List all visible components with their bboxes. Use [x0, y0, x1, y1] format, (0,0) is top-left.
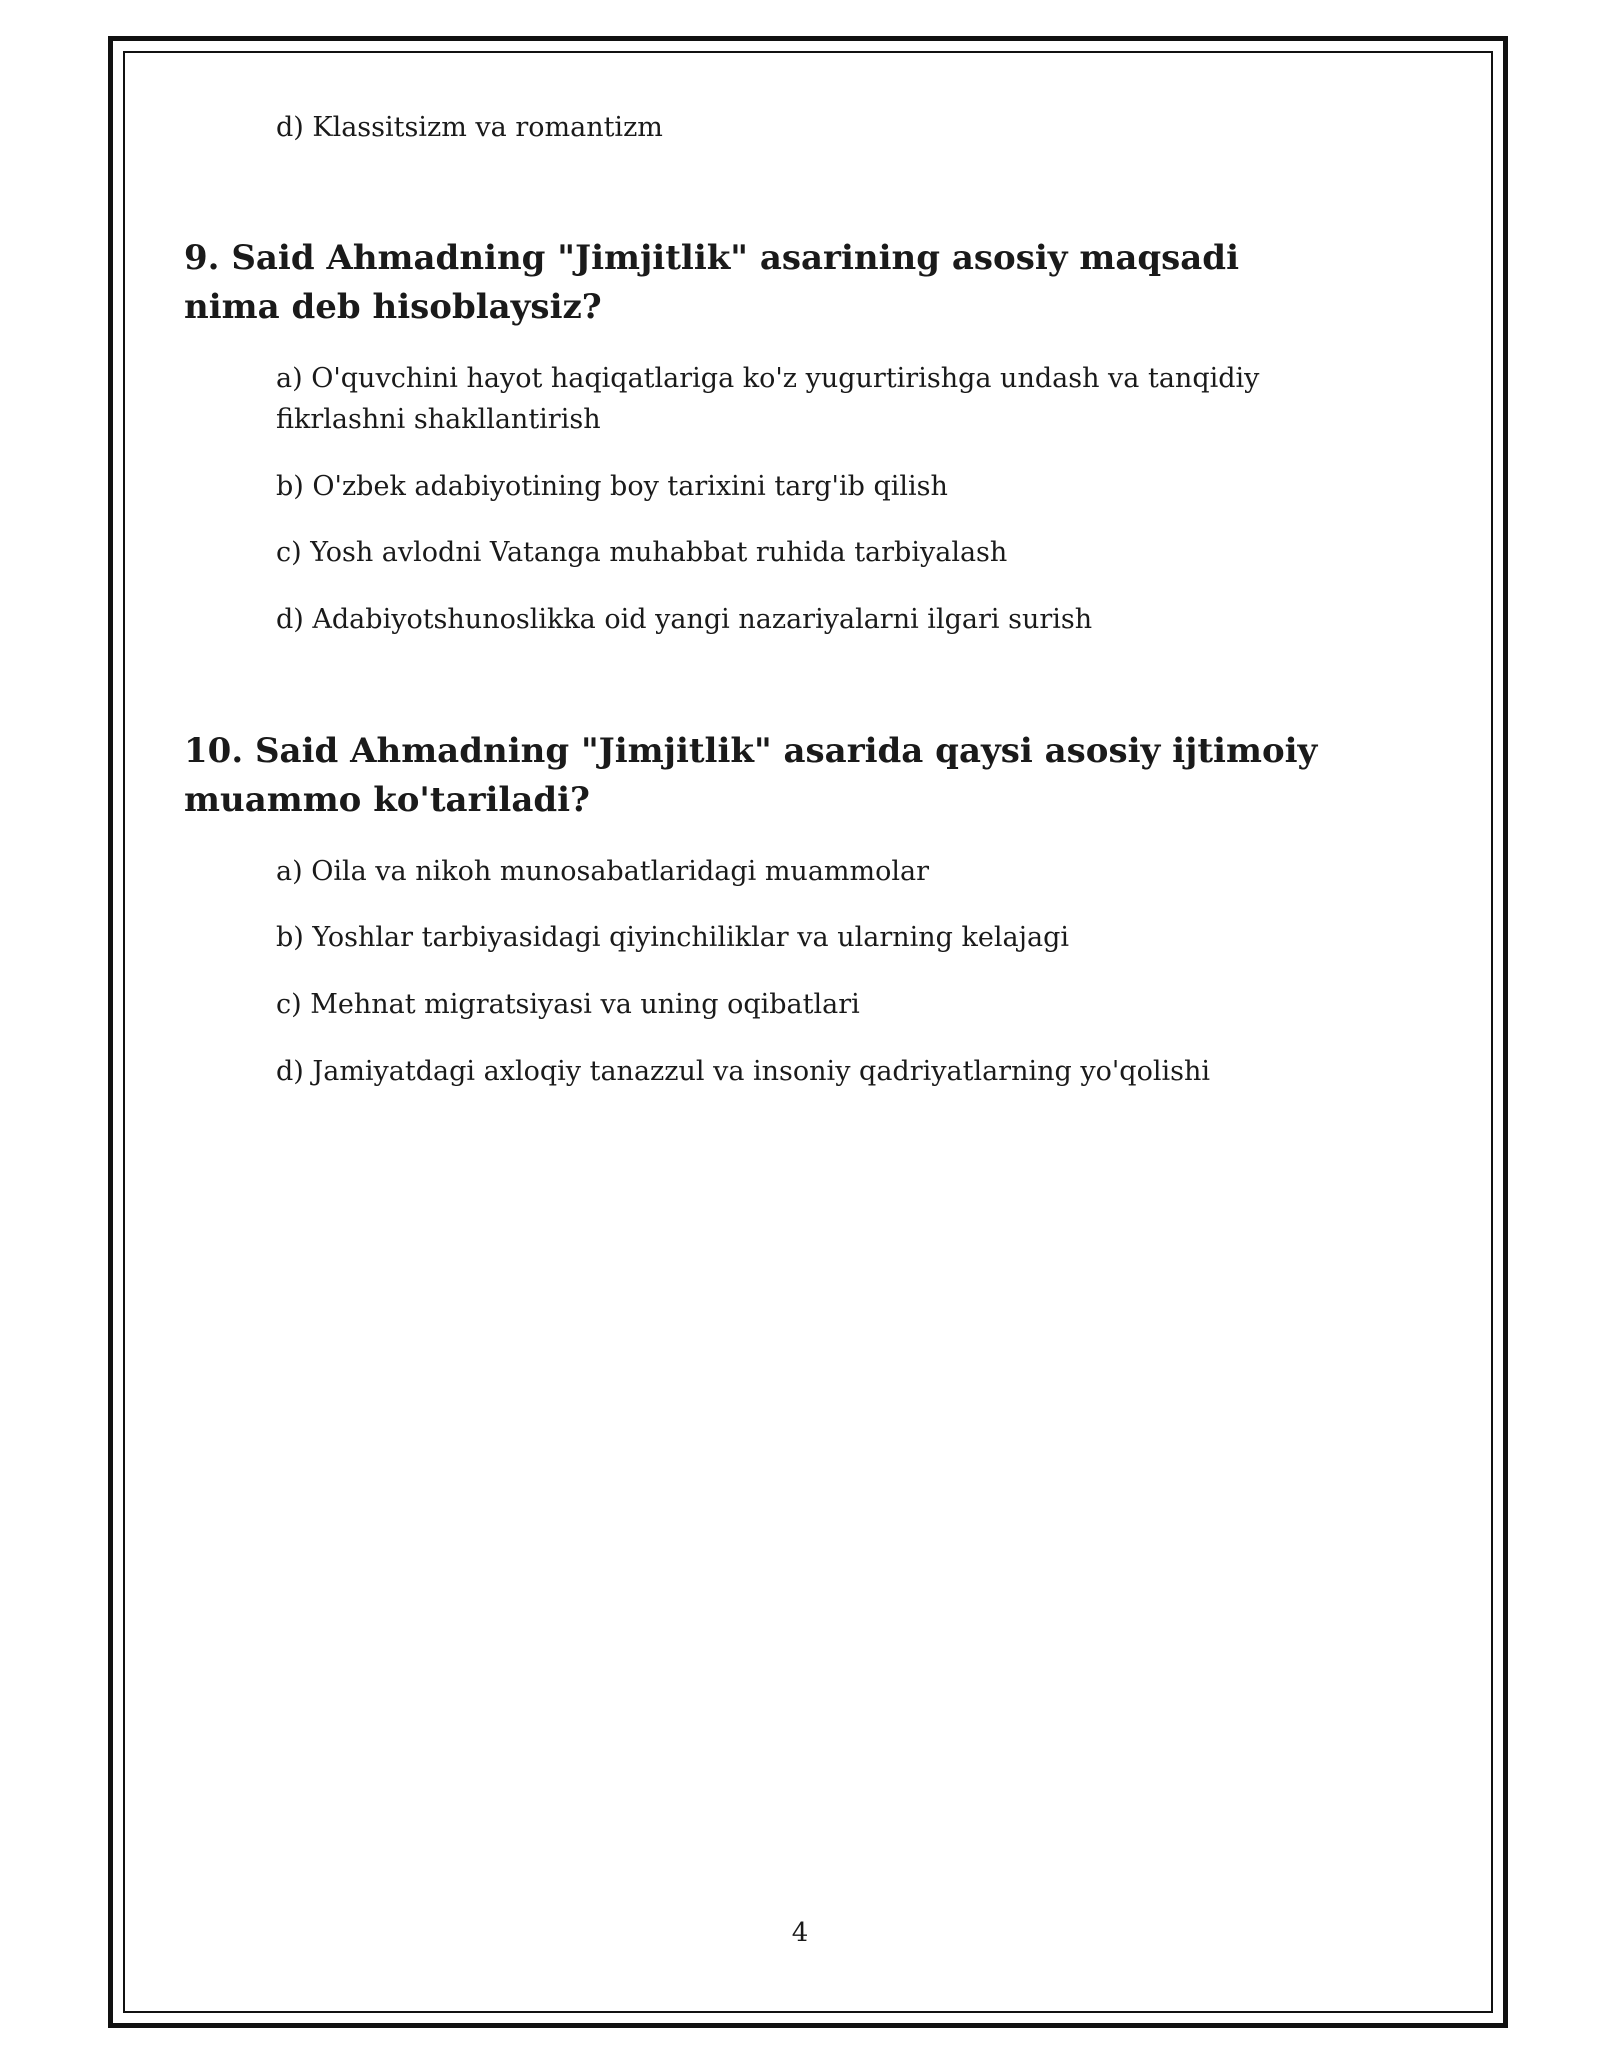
question-9-option-b: b) O'zbek adabiyotining boy tarixini targ'ib qilish — [276, 471, 948, 502]
question-10-option-a: a) Oila va nikoh munosabatlaridagi muammolar — [276, 856, 930, 887]
question-10-option-b: b) Yoshlar tarbiyasidagi qiyinchiliklar va ularning kelajagi — [276, 922, 1069, 953]
question-9-option-a: a) O'quvchini hayot haqiqatlariga ko'z yugurtirishga undash va tanqidiy fikrlashni shakllantirish — [276, 363, 1260, 435]
question-10-option-c: c) Mehnat migratsiyasi va uning oqibatlari — [276, 989, 860, 1020]
question-9-option-c: c) Yosh avlodni Vatanga muhabbat ruhida tarbiyalash — [276, 537, 1008, 568]
question-9-option-d: d) Adabiyotshunoslikka oid yangi nazariyalarni ilgari surish — [276, 604, 1093, 635]
question-10-option-d: d) Jamiyatdagi axloqiy tanazzul va insoniy qadriyatlarning yo'qolishi — [276, 1056, 1210, 1087]
page-border-outer — [108, 36, 1508, 2028]
page-border-inner — [123, 51, 1493, 2013]
question-9-title: 9. Said Ahmadning "Jimjitlik" asarining asosiy maqsadi nima deb hisoblaysiz? — [184, 238, 1239, 327]
page-number: 4 — [791, 1918, 809, 1948]
prev-question-option-d: d) Klassitsizm va romantizm — [276, 112, 663, 143]
question-10-title: 10. Said Ahmadning "Jimjitlik" asarida qaysi asosiy ijtimoiy muammo ko'tariladi? — [184, 731, 1318, 820]
